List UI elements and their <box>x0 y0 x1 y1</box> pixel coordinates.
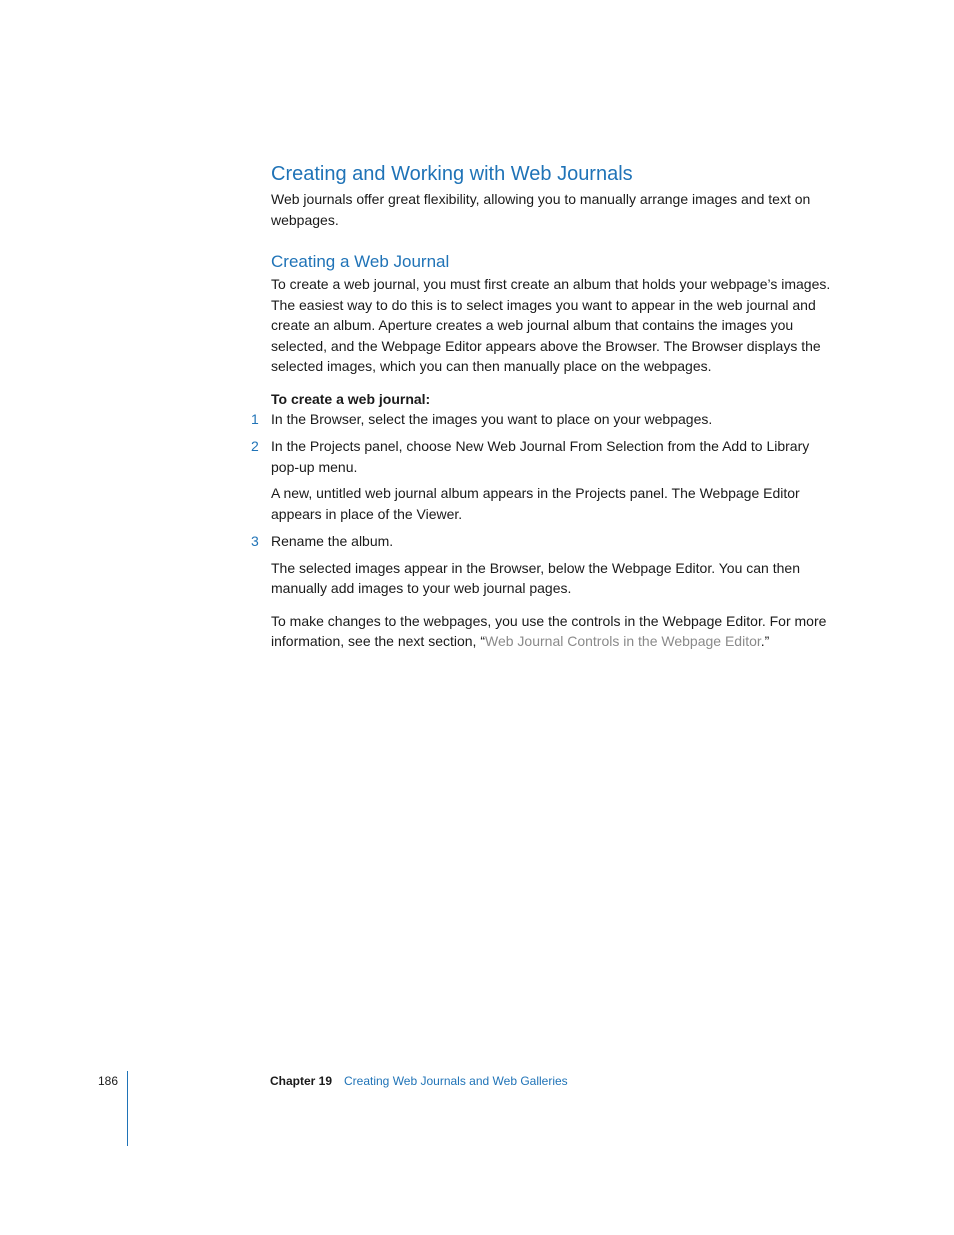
step-3 <box>251 531 831 599</box>
step-text: In the Browser, select the images you want to place on your webpages. <box>271 410 713 427</box>
page-footer <box>0 1071 954 1151</box>
subsection-body: To create a web journal, you must first create an album that holds your webpage’s images. The easiest way to do this is to select images you want to appear in the web journal and create an album. Aperture creates a web journal album that contains the images you selected, and the Webpage Editor appears above the Browser. The Browser displays the selected images, which you can then manually place on the webpages. <box>271 276 831 374</box>
footer-divider <box>127 1071 128 1146</box>
step-1 <box>251 409 831 430</box>
task-heading: To create a web journal: <box>271 390 431 407</box>
closing-paragraph <box>271 611 831 652</box>
step-number: 3 <box>251 533 259 549</box>
step-note: A new, untitled web journal album appears in the Projects panel. The Webpage Editor appears in place of the Viewer. <box>271 485 800 522</box>
step-text: In the Projects panel, choose New Web Journal From Selection from the Add to Library pop-up menu. <box>271 438 810 475</box>
step-number: 2 <box>251 438 259 454</box>
page-number: 186 <box>98 1074 119 1088</box>
chapter-title: Creating Web Journals and Web Galleries <box>344 1074 568 1088</box>
section-title: Creating and Working with Web Journals <box>271 163 633 185</box>
section-intro: Web journals offer great flexibility, allowing you to manually arrange images and text on webpages. <box>271 191 811 228</box>
step-note: The selected images appear in the Browser, below the Webpage Editor. You can then manually add images to your web journal pages. <box>271 559 800 596</box>
cross-reference-link[interactable]: Web Journal Controls in the Webpage Editor <box>485 633 761 649</box>
step-2 <box>251 436 831 524</box>
closing-text: To make changes to the webpages, you use the controls in the Webpage Editor. For more information, see the next section, “ <box>271 612 827 649</box>
closing-text-end: .” <box>760 633 770 649</box>
chapter-label: Chapter 19 <box>270 1074 333 1088</box>
step-number: 1 <box>251 410 259 427</box>
page-content <box>251 160 831 652</box>
subsection-title: Creating a Web Journal <box>271 252 450 271</box>
step-text: Rename the album. <box>271 533 394 549</box>
